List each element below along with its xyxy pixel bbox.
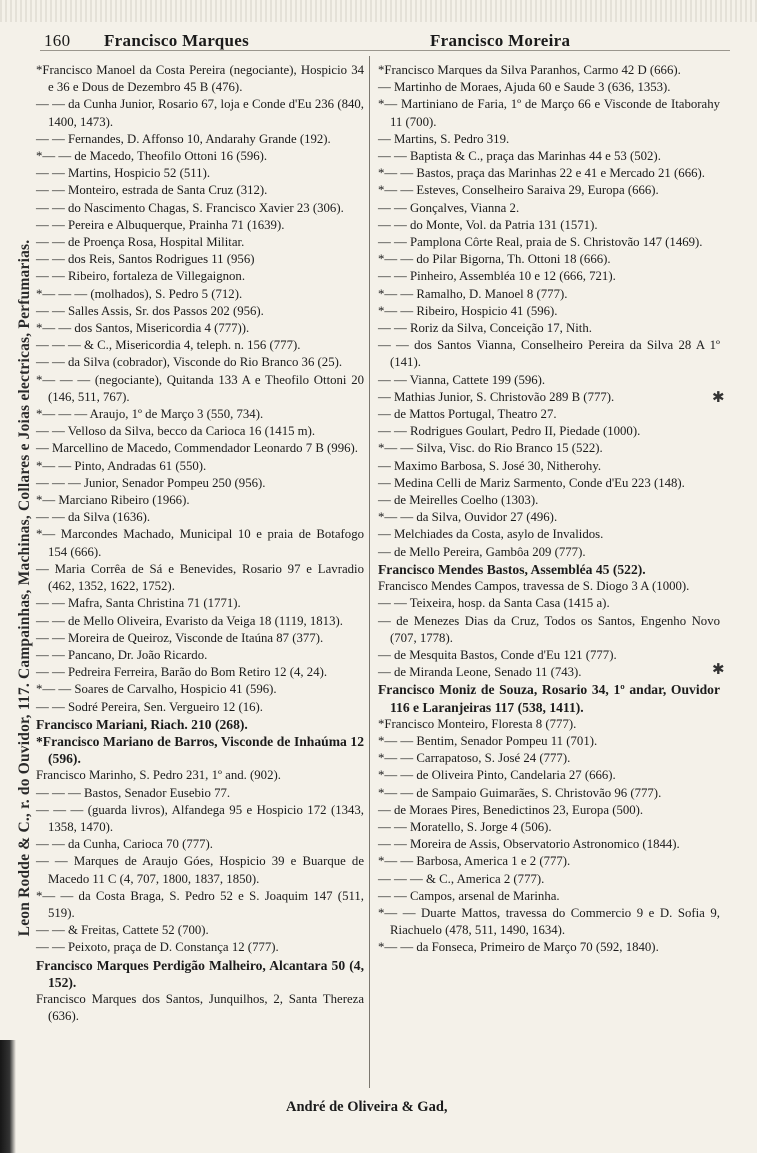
- directory-entry: — — Sodré Pereira, Sen. Vergueiro 12 (16).: [36, 699, 263, 714]
- directory-entry: — — Pinheiro, Assembléa 10 e 12 (666, 721).: [378, 269, 616, 284]
- directory-entry: — Maximo Barbosa, S. José 30, Nitherohy.: [378, 458, 602, 473]
- right-column: [378, 62, 720, 957]
- directory-entry: *— — Silva, Visc. do Rio Branco 15 (522).: [378, 441, 603, 456]
- directory-entry: — — Roriz da Silva, Conceição 17, Nith.: [378, 321, 592, 336]
- sidebar-advert-text: Leon Rodde & C., r. do Ouvidor, 117. Campainhas, Machinas, Collares e Joias electricas, Perfumarias.: [16, 239, 33, 937]
- directory-entry: — — — & C., America 2 (777).: [378, 871, 545, 886]
- directory-entry: — — Campos, arsenal de Marinha.: [378, 888, 560, 903]
- directory-entry: — — Pedreira Ferreira, Barão do Bom Retiro 12 (4, 24).: [36, 665, 328, 680]
- directory-entry: — — — Junior, Senador Pompeu 250 (956).: [36, 475, 266, 490]
- directory-entry: — Martinho de Moraes, Ajuda 60 e Saude 3 (636, 1353).: [378, 80, 671, 95]
- directory-entry: — de Miranda Leone, Senado 11 (743).: [378, 665, 582, 680]
- directory-entry: — — Rodrigues Goulart, Pedro II, Piedade (1000).: [378, 424, 641, 439]
- directory-entry: *— — de Macedo, Theofilo Ottoni 16 (596).: [36, 149, 268, 164]
- directory-entry: — — Baptista & C., praça das Marinhas 44 e 53 (502).: [378, 149, 661, 164]
- directory-entry: — — Moratello, S. Jorge 4 (506).: [378, 819, 552, 834]
- directory-entry: *— — da Costa Braga, S. Pedro 52 e S. Joaquim 147 (511, 519).: [36, 888, 364, 920]
- directory-entry: — — Pereira e Albuquerque, Prainha 71 (1639).: [36, 217, 285, 232]
- directory-entry: *— Marciano Ribeiro (1966).: [36, 493, 190, 508]
- directory-entry: Francisco Marinho, S. Pedro 231, 1º and. (902).: [36, 768, 281, 783]
- directory-entry: *Francisco Marques da Silva Paranhos, Carmo 42 D (666).: [378, 63, 681, 77]
- directory-entry: — — da Silva (1636).: [36, 510, 151, 525]
- directory-entry: *— — Pinto, Andradas 61 (550).: [36, 458, 207, 473]
- directory-entry: *— — de Oliveira Pinto, Candelaria 27 (666).: [378, 768, 616, 783]
- directory-entry: — — da Silva (cobrador), Visconde do Rio Branco 36 (25).: [36, 355, 343, 370]
- directory-entry: — Maria Corrêa de Sá e Benevides, Rosario 97 e Lavradio (462, 1352, 1622, 1752).: [36, 561, 364, 594]
- print-blot-mark: ✱: [712, 662, 725, 678]
- directory-entry: — — Moreira de Assis, Observatorio Astronomico (1844).: [378, 837, 680, 852]
- directory-entry: — — Ribeiro, fortaleza de Villegaignon.: [36, 269, 246, 284]
- directory-entry: — de Menezes Dias da Cruz, Todos os Santos, Engenho Novo (707, 1778).: [378, 613, 720, 645]
- directory-entry: — — Martins, Hospicio 52 (511).: [36, 166, 211, 181]
- directory-entry: *— — — (negociante), Quitanda 133 A e Theofilo Ottoni 20 (146, 511, 767).: [36, 372, 364, 404]
- directory-entry: *— — Bastos, praça das Marinhas 22 e 41 e Mercado 21 (666).: [378, 166, 705, 181]
- directory-entry: — — da Cunha, Carioca 70 (777).: [36, 837, 213, 852]
- header-rule: [40, 50, 730, 51]
- directory-heading-entry: Francisco Mariani, Riach. 210 (268).: [36, 716, 248, 732]
- directory-entry: — — Gonçalves, Vianna 2.: [378, 200, 520, 215]
- directory-entry: *— — Bentim, Senador Pompeu 11 (701).: [378, 733, 598, 748]
- directory-entry: — de Meirelles Coelho (1303).: [378, 493, 539, 508]
- directory-heading-entry: *Francisco Mariano de Barros, Visconde de Inhaúma 12 (596).: [36, 733, 364, 767]
- print-blot-mark: ✱: [712, 390, 725, 406]
- directory-entry: — — — & C., Misericordia 4, teleph. n. 156 (777).: [36, 338, 301, 353]
- directory-entry: *— Marcondes Machado, Municipal 10 e praia de Botafogo 154 (666).: [36, 527, 364, 559]
- directory-entry: — — Marques de Araujo Góes, Hospicio 39 e Buarque de Macedo 11 C (4, 707, 1800, 1837, 1850).: [36, 854, 364, 886]
- directory-entry: — Melchiades da Costa, asylo de Invalidos.: [378, 527, 604, 542]
- directory-entry: — — Velloso da Silva, becco da Carioca 16 (1415 m).: [36, 424, 316, 439]
- left-column: [36, 62, 364, 1025]
- directory-entry: — — Moreira de Queiroz, Visconde de Itaúna 87 (377).: [36, 630, 324, 645]
- directory-entry: — — da Cunha Junior, Rosario 67, loja e Conde d'Eu 236 (840, 1400, 1473).: [36, 97, 364, 129]
- directory-entry: — — Salles Assis, Sr. dos Passos 202 (956).: [36, 303, 264, 318]
- directory-entry: — — Mafra, Santa Christina 71 (1771).: [36, 596, 241, 611]
- directory-entry: *— — da Fonseca, Primeiro de Março 70 (592, 1840).: [378, 940, 659, 955]
- directory-entry: *— Martiniano de Faria, 1º de Março 66 e Visconde de Itaborahy 11 (700).: [378, 97, 720, 129]
- directory-entry: — — do Nascimento Chagas, S. Francisco Xavier 23 (306).: [36, 200, 344, 215]
- directory-entry: — de Moraes Pires, Benedictinos 23, Europa (500).: [378, 802, 644, 817]
- directory-entry: — Mathias Junior, S. Christovão 289 B (777).: [378, 389, 615, 404]
- directory-entry: — — Monteiro, estrada de Santa Cruz (312).: [36, 183, 268, 198]
- directory-entry: *— — Soares de Carvalho, Hospicio 41 (596).: [36, 682, 277, 697]
- directory-entry: — Marcellino de Macedo, Commendador Leonardo 7 B (996).: [36, 441, 358, 456]
- directory-entry: *— — do Pilar Bigorna, Th. Ottoni 18 (666).: [378, 252, 611, 267]
- directory-entry: — — Vianna, Cattete 199 (596).: [378, 372, 546, 387]
- directory-entry: *— — de Sampaio Guimarães, S. Christovão 96 (777).: [378, 785, 662, 800]
- directory-entry: *— — da Silva, Ouvidor 27 (496).: [378, 510, 558, 525]
- directory-entry: — — Peixoto, praça de D. Constança 12 (777).: [36, 940, 279, 955]
- directory-entry: — — de Mello Oliveira, Evaristo da Veiga 18 (1119, 1813).: [36, 613, 343, 628]
- directory-entry: *— — Barbosa, America 1 e 2 (777).: [378, 854, 571, 869]
- directory-heading-entry: Francisco Moniz de Souza, Rosario 34, 1º andar, Ouvidor 116 e Laranjeiras 117 (538, 1411).: [378, 682, 720, 715]
- directory-entry: Francisco Mendes Campos, travessa de S. Diogo 3 A (1000).: [378, 579, 690, 594]
- directory-entry: *— — Ribeiro, Hospicio 41 (596).: [378, 303, 558, 318]
- directory-entry: — — Fernandes, D. Affonso 10, Andarahy Grande (192).: [36, 131, 331, 146]
- page-number: 160: [44, 31, 71, 50]
- directory-entry: *— — Ramalho, D. Manoel 8 (777).: [378, 286, 568, 301]
- directory-entry: *Francisco Manoel da Costa Pereira (negociante), Hospicio 34 e 36 e Dous de Dezembro 45 B (476).: [36, 63, 364, 95]
- directory-heading-entry: Francisco Marques Perdigão Malheiro, Alcantara 50 (4, 152).: [36, 957, 364, 990]
- directory-entry: — — Pancano, Dr. João Ricardo.: [36, 647, 208, 662]
- directory-entry: — de Mesquita Bastos, Conde d'Eu 121 (777).: [378, 647, 617, 662]
- page-top-grime: [0, 0, 757, 22]
- page-footer: André de Oliveira & Gad,: [286, 1099, 448, 1115]
- directory-entry: — de Mello Pereira, Gambôa 209 (777).: [378, 544, 586, 559]
- directory-entry: Francisco Marques dos Santos, Junquilhos, 2, Santa Thereza (636).: [36, 991, 364, 1024]
- directory-entry: *— — Carrapatoso, S. José 24 (777).: [378, 751, 571, 766]
- directory-entry: — — Teixeira, hosp. da Santa Casa (1415 a).: [378, 596, 610, 611]
- directory-entry: *— — — (molhados), S. Pedro 5 (712).: [36, 286, 243, 301]
- directory-entry: — de Mattos Portugal, Theatro 27.: [378, 407, 557, 422]
- directory-entry: *— — — Araujo, 1º de Março 3 (550, 734).: [36, 407, 264, 422]
- directory-entry: — — dos Santos Vianna, Conselheiro Pereira da Silva 28 A 1º (141).: [378, 338, 720, 370]
- directory-entry: — — — Bastos, Senador Eusebio 77.: [36, 785, 231, 800]
- directory-entry: *— — dos Santos, Misericordia 4 (777)).: [36, 321, 250, 336]
- directory-entry: *— — Esteves, Conselheiro Saraiva 29, Europa (666).: [378, 183, 659, 198]
- directory-entry: — Martins, S. Pedro 319.: [378, 131, 510, 146]
- directory-entry: — — do Monte, Vol. da Patria 131 (1571).: [378, 217, 598, 232]
- directory-entry: — Medina Celli de Mariz Sarmento, Conde d'Eu 223 (148).: [378, 475, 685, 490]
- directory-entry: — — — (guarda livros), Alfandega 95 e Hospicio 172 (1343, 1358, 1470).: [36, 802, 364, 834]
- column-divider: [369, 56, 370, 1088]
- right-running-heading: Francisco Moreira: [430, 31, 571, 50]
- directory-entry: — — de Proença Rosa, Hospital Militar.: [36, 235, 245, 250]
- page-corner-stain: [0, 1040, 16, 1153]
- directory-entry: *Francisco Monteiro, Floresta 8 (777).: [378, 716, 577, 731]
- directory-entry: — — & Freitas, Cattete 52 (700).: [36, 923, 209, 938]
- directory-entry: — — dos Reis, Santos Rodrigues 11 (956): [36, 252, 255, 267]
- directory-entry: — — Pamplona Côrte Real, praia de S. Christovão 147 (1469).: [378, 235, 703, 250]
- directory-heading-entry: Francisco Mendes Bastos, Assembléa 45 (522).: [378, 561, 646, 577]
- directory-entry: *— — Duarte Mattos, travessa do Commercio 9 e D. Sofia 9, Riachuelo (478, 511, 1490, 1634).: [378, 905, 720, 938]
- left-running-heading: Francisco Marques: [104, 31, 250, 50]
